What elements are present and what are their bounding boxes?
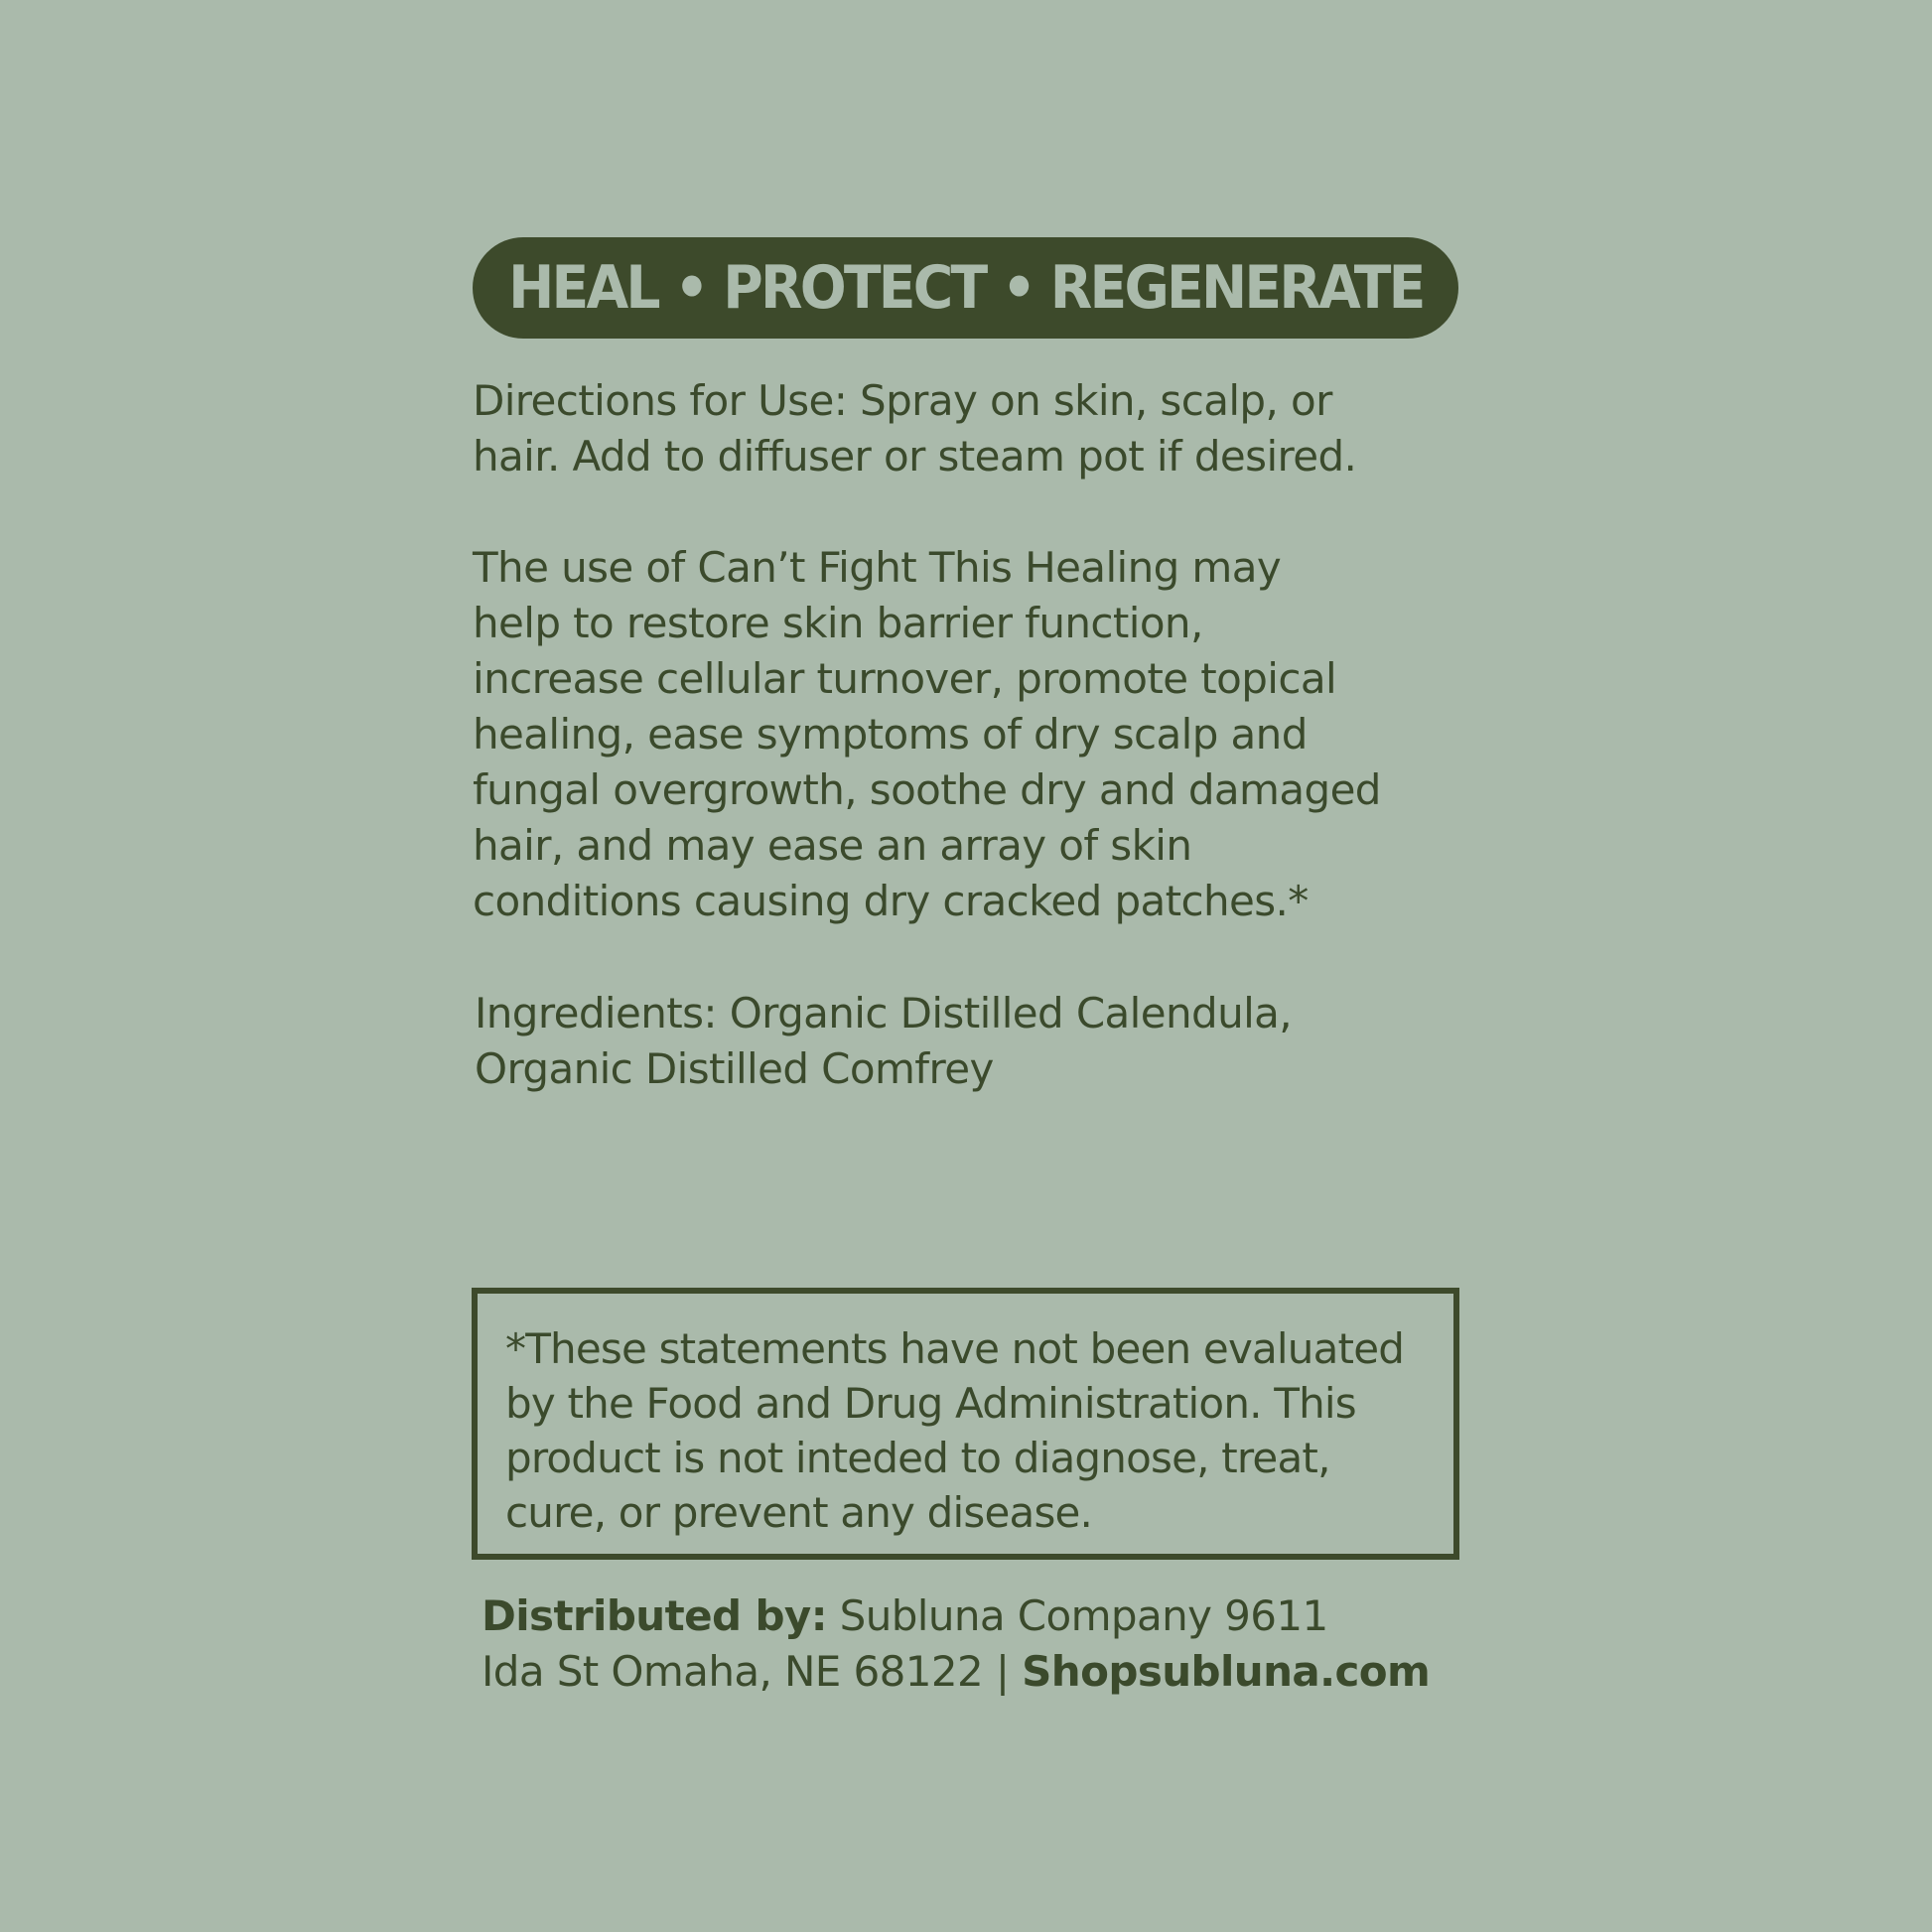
ingredients-list (475, 986, 1467, 1097)
website-link[interactable]: Shopsubluna.com (1022, 1647, 1431, 1696)
benefits-description (473, 540, 1465, 929)
benefits-line: healing, ease symptoms of dry scalp and (473, 710, 1308, 759)
benefits-line: conditions causing dry cracked patches.* (473, 877, 1309, 925)
distributor-address-2: Ida St Omaha, NE 68122 | (482, 1647, 1023, 1696)
disclaimer-line: product is not inteded to diagnose, treat, (505, 1434, 1330, 1482)
benefits-line: fungal overgrowth, soothe dry and damaged (473, 765, 1381, 814)
tagline-text: HEAL • PROTECT • REGENERATE (507, 253, 1424, 323)
directions-for-use (473, 373, 1465, 484)
benefits-line: hair, and may ease an array of skin (473, 821, 1192, 870)
benefits-line: increase cellular turnover, promote topical (473, 654, 1337, 703)
benefits-line: The use of Can’t Fight This Healing may (473, 543, 1282, 592)
distributor-info (482, 1588, 1474, 1700)
fda-disclaimer-text (505, 1321, 1449, 1540)
directions-line-2: hair. Add to diffuser or steam pot if desired. (473, 432, 1357, 481)
distributed-by-label: Distributed by: (482, 1591, 827, 1640)
ingredients-line-2: Organic Distilled Comfrey (475, 1044, 994, 1093)
ingredients-line-1: Ingredients: Organic Distilled Calendula, (475, 989, 1293, 1037)
benefits-line: help to restore skin barrier function, (473, 599, 1203, 647)
tagline-banner (473, 237, 1458, 339)
fda-disclaimer-box (472, 1288, 1459, 1560)
directions-line-1: Directions for Use: Spray on skin, scalp, or (473, 376, 1332, 425)
disclaimer-line: *These statements have not been evaluated (505, 1324, 1405, 1373)
disclaimer-line: by the Food and Drug Administration. This (505, 1379, 1356, 1428)
distributor-address-1: Subluna Company 9611 (826, 1591, 1328, 1640)
disclaimer-line: cure, or prevent any disease. (505, 1488, 1093, 1537)
